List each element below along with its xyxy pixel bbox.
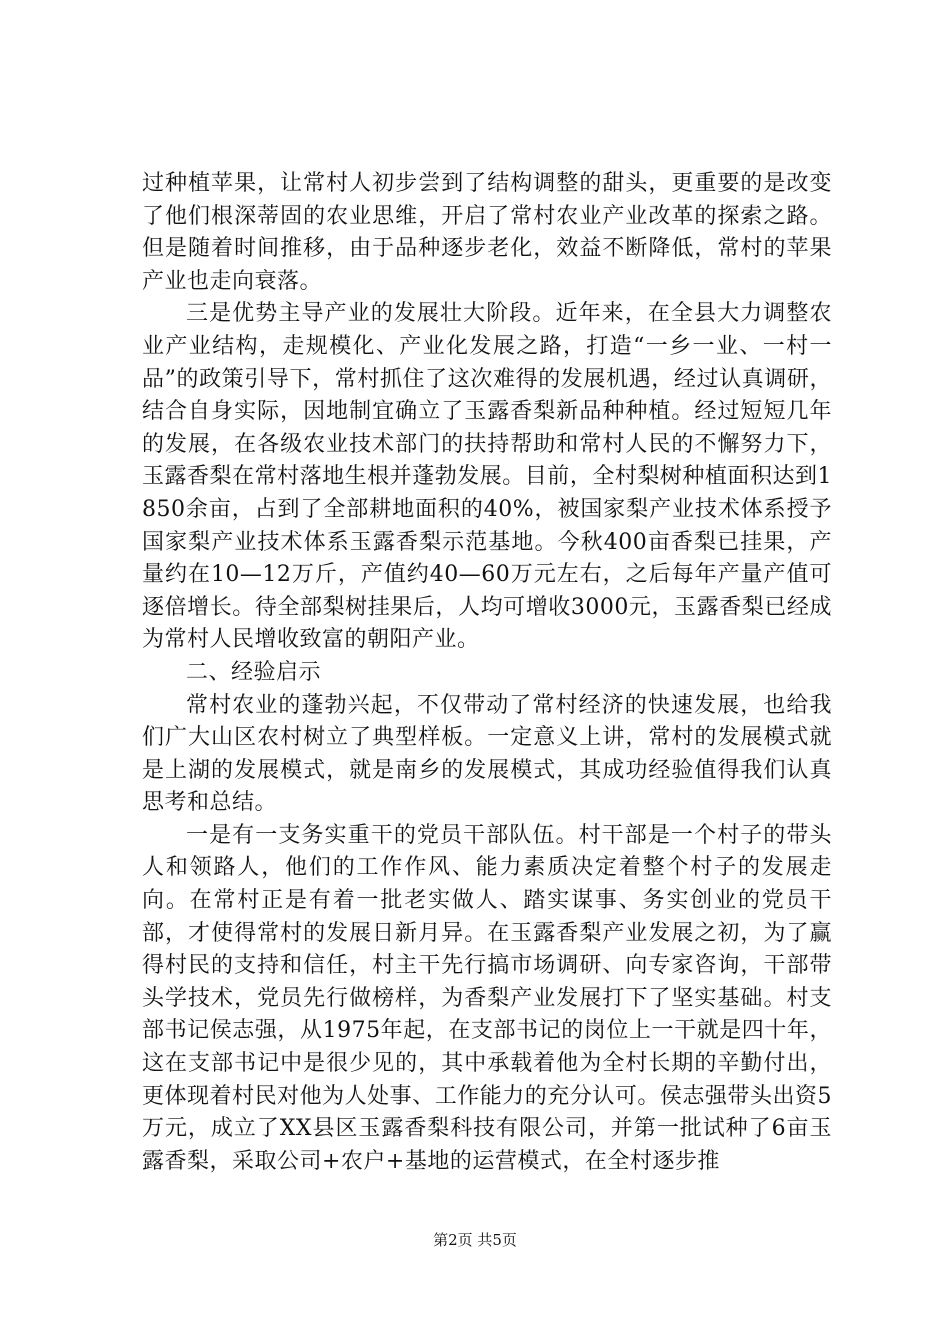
page-number-footer: 第2页 共5页 — [433, 1231, 517, 1249]
paragraph-party-cadres: 一是有一支务实重干的党员干部队伍。村干部是一个村子的带头人和领路人，他们的工作作风、能力素质决定着整个村子的发展走向。在常村正是有着一批老实做人、踏实谋事、务实创业的党员干部，才使得常村的发展日新月异。在玉露香梨产业发展之初，为了赢得村民的支持和信任，村主干先行搞市场调研、向专家咨询，干部带头学技术，党员先行做榜样，为香梨产业发展打下了坚实基础。村支部书记侯志强，从1975年起，在支部书记的岗位上一干就是四十年，这在支部书记中是很少见的，其中承载着他为全村长期的辛勤付出，更体现着村民对他为人处事、工作能力的充分认可。侯志强带头出资5万元，成立了XX县区玉露香梨科技有限公司，并第一批试种了6亩玉露香梨，采取公司+农户+基地的运营模式，在全村逐步推 — [142, 822, 832, 1174]
paragraph-experience-intro: 常村农业的蓬勃兴起，不仅带动了常村经济的快速发展，也给我们广大山区农村树立了典型样板。一定意义上讲，常村的发展模式就是上湖的发展模式，就是南乡的发展模式，其成功经验值得我们认真思考和总结。 — [142, 692, 832, 816]
paragraph-apple-industry: 过种植苹果，让常村人初步尝到了结构调整的甜头，更重要的是改变了他们根深蒂固的农业思维，开启了常村农业产业改革的探索之路。但是随着时间推移，由于品种逐步老化，效益不断降低，常村的苹果产业也走向衰落。 — [142, 171, 832, 294]
document-body — [142, 168, 832, 1178]
section-heading-experience: 二、经验启示 — [186, 659, 322, 685]
paragraph-pear-industry-stage: 三是优势主导产业的发展壮大阶段。近年来，在全县大力调整农业产业结构，走规模化、产业化发展之路，打造“一乡一业、一村一品”的政策引导下，常村抓住了这次难得的发展机遇，经过认真调研，结合自身实际，因地制宜确立了玉露香梨新品种种植。经过短短几年的发展，在各级农业技术部门的扶持帮助和常村人民的不懈努力下，玉露香梨在常村落地生根并蓬勃发展。目前，全村梨树种植面积达到1850余亩，占到了全部耕地面积的40%，被国家梨产业技术体系授予国家梨产业技术体系玉露香梨示范基地。今秋400亩香梨已挂果，产量约在10—12万斤，产值约40—60万元左右，之后每年产量产值可逐倍增长。待全部梨树挂果后，人均可增收3000元，玉露香梨已经成为常村人民增收致富的朝阳产业。 — [142, 301, 832, 653]
